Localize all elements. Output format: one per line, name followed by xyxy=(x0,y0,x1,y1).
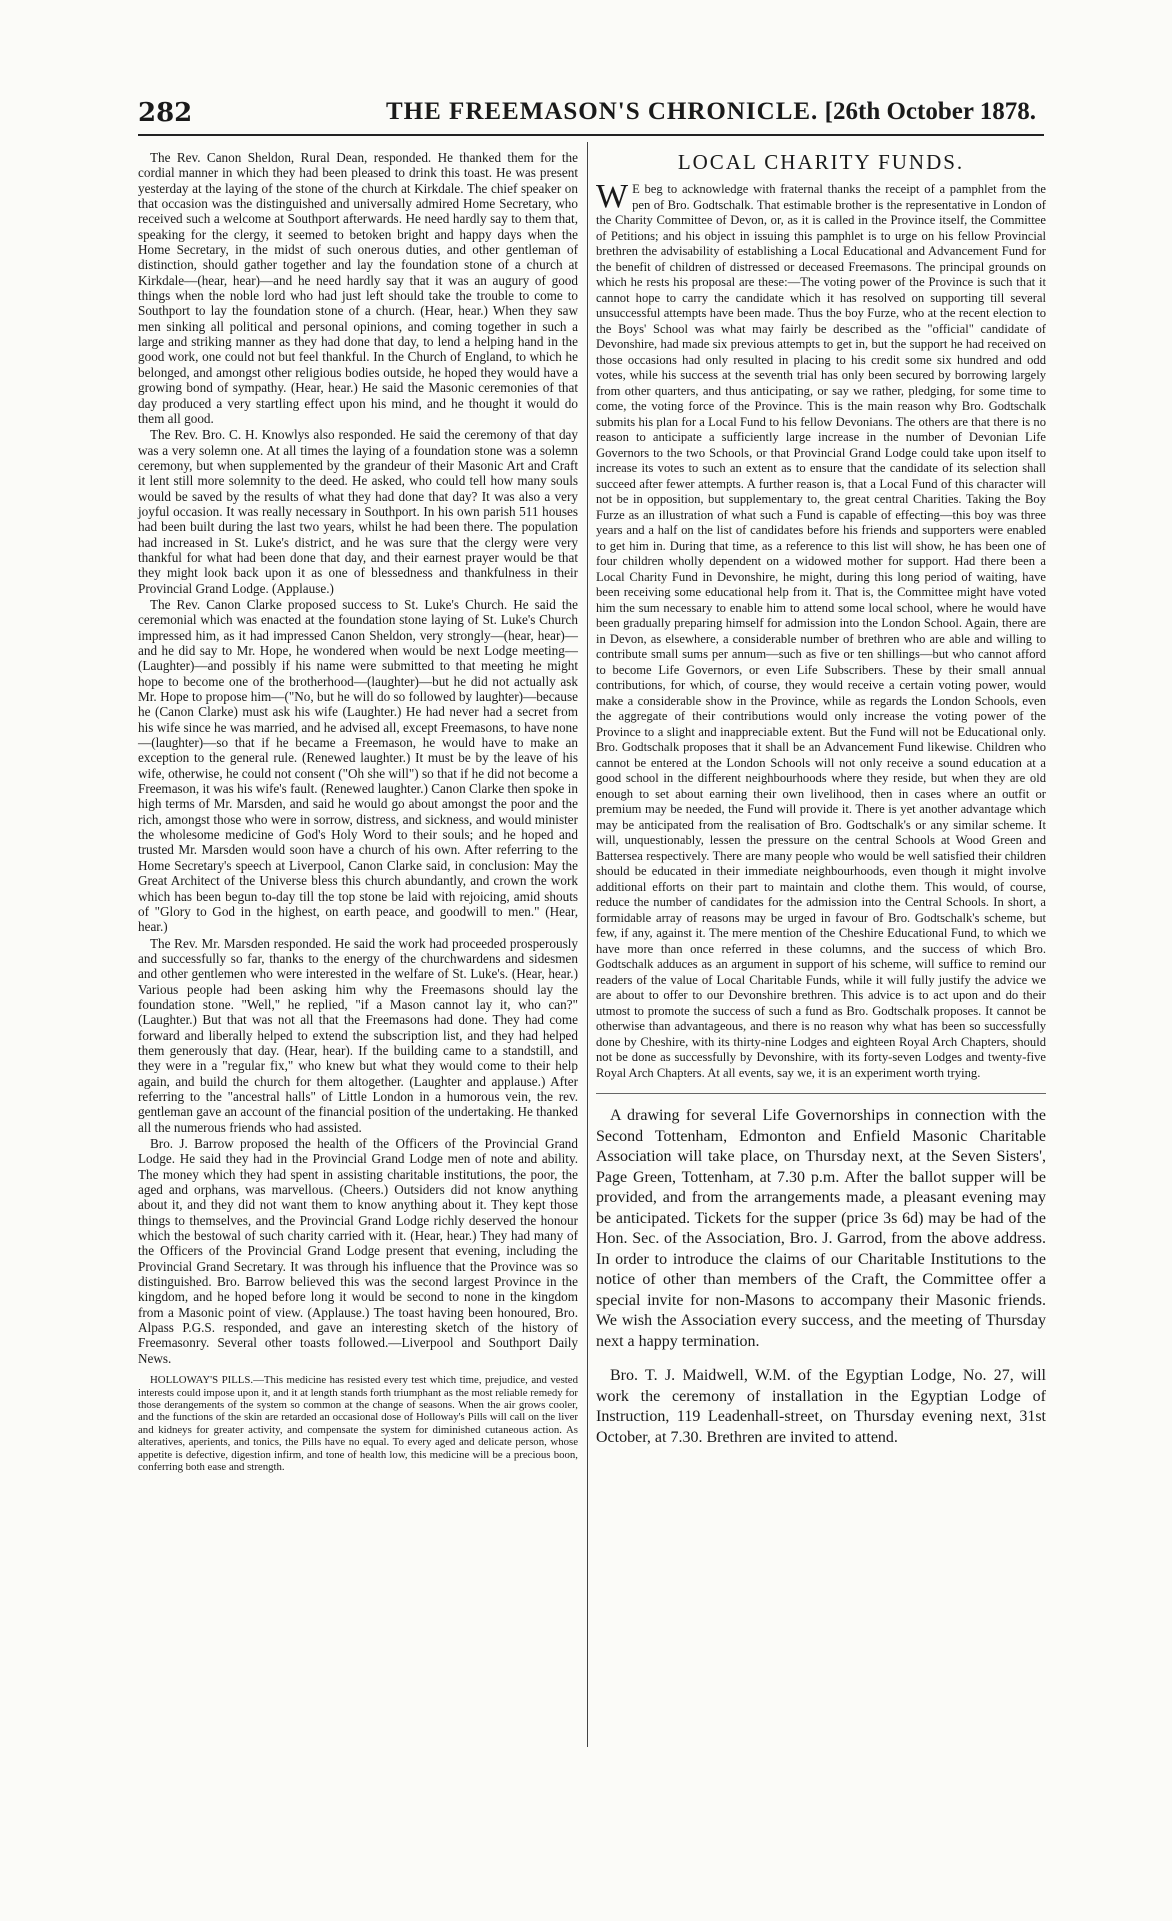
right-column xyxy=(596,150,1046,1462)
section-separator xyxy=(596,1093,1046,1094)
column-rule xyxy=(587,142,588,1747)
speech-canon-sheldon: The Rev. Canon Sheldon, Rural Dean, responded. He thanked them for the cordial manner in which they had been pleased to drink this toast. He was present yesterday at the laying of the stone of the church at Kirkdale. The chief speaker on that occasion was the distinguished and universally admired Home Secretary, who received such a welcome at Southport afterwards. He need hardly say to them that, speaking for the clergy, it seemed to betoken bright and happy days when the Home Secretary, in the midst of such onerous duties, and other gentleman of distinction, should gather together and lay the foundation stone of a church at Kirkdale—(hear, hear)—and he need hardly say that it was an augury of good things when the noble lord who had just left should take the trouble to come to Southport to lay the foundation stone of a church. (Hear, hear.) When they saw men sinking all political and personal opinions, and coming together in such a large and striking manner as they had done that day, to lend a helping hand in the good work, one could not but feel thankful. In the Church of England, to which he belonged, and amongst other religious bodies outside, he hoped they would have a growing bond of sympathy. (Hear, hear.) He said the Masonic ceremonies of that day produced a very startling effect upon his mind, and he thought it would do them all good. xyxy=(138,150,578,426)
page-number: 282 xyxy=(138,98,193,128)
left-column xyxy=(138,150,578,1484)
page-header xyxy=(138,94,1044,136)
speech-barrow: Bro. J. Barrow proposed the health of the Officers of the Provincial Grand Lodge. He said they had in the Provincial Grand Lodge men of note and ability. The money which they had spent in assisting charitable institutions, the poor, the aged and orphans, was marvellous. (Cheers.) Outsiders did not know anything about it, and they did not want them to know anything about it. They kept those things to themselves, and the Provincial Grand Lodge richly deserved the honour which the bestowal of such charity carried with it. (Hear, hear.) They had many of the Officers of the Provincial Grand Lodge present that evening, including the Provincial Grand Secretary. It was through his influence that the Province was so distinguished. Bro. Barrow believed this was the second largest Province in the kingdom, and he hoped before long it would be second to none in the kingdom from a Masonic point of view. (Applause.) The toast having been honoured, Bro. Alpass P.G.S. responded, and gave an interesting sketch of the history of Freemasonry. Several other toasts followed.—Liverpool and Southport Daily News. xyxy=(138,1136,578,1366)
speech-marsden: The Rev. Mr. Marsden responded. He said the work had proceeded prosperously and successfully so far, thanks to the energy of the churchwardens and sidesmen and other gentlemen who were interested in the welfare of St. Luke's. (Hear, hear.) Various people had been asking him why the Freemasons should lay the foundation stone. "Well," he replied, "if a Mason cannot lay it, who can?" (Laughter.) But that was not all that the Freemasons had done. They had come forward and liberally helped to extend the subscription list, and they had helped them generously that day. (Hear, hear). If the building came to a standstill, and they were in a "regular fix," who knew but what they would come to their help again, and build the church for them altogether. (Laughter and applause.) After referring to the "ancestral halls" of Little London in a humorous vein, the rev. gentleman gave an account of the financial position of the undertaking. He thanked all the numerous friends who had assisted. xyxy=(138,935,578,1135)
issue-date: [26th October 1878. xyxy=(824,98,1036,125)
speech-knowlys: The Rev. Bro. C. H. Knowlys also responded. He said the ceremony of that day was a very solemn one. At all times the laying of a foundation stone was a solemn ceremony, but when supplemented by the grandeur of their Masonic Art and Craft it lent still more solemnity to the deed. He asked, who could tell how many souls would be saved by the results of what they had done that day? It was also a very joyful occasion. It was really necessary in Southport. In his own parish 511 houses had been built during the last two years, whilst he had been there. The population had increased in St. Luke's district, and he was sure that the clergy were very thankful for what had been done that day, and their earnest prayer would be that they might look back upon it as one of blessedness and thankfulness in their Provincial Grand Lodge. (Applause.) xyxy=(138,427,578,596)
local-charity-article xyxy=(596,178,1046,1081)
article-heading: LOCAL CHARITY FUNDS. xyxy=(677,150,965,174)
tottenham-notice: A drawing for several Life Governorships in connection with the Second Tottenham, Edmonton and Enfield Masonic Charitable Association will take place, on Thursday next, at the Seven Sisters', Page Green, Tottenham, at 7.30 p.m. After the ballot supper will be provided, and from the arrangements made, a pleasant evening may be anticipated. Tickets for the supper (price 3s 6d) may be had of the Hon. Sec. of the Association, Bro. J. Garrod, from the above address. In order to introduce the claims of our Charitable Institutions to the notice of other than members of the Craft, the Committee offer a special invite for non-Masons to accompany their Masonic friends. We wish the Association every success, and the meeting of Thursday next a happy termination. xyxy=(596,1107,1046,1350)
egyptian-lodge-notice: Bro. T. J. Maidwell, W.M. of the Egyptian Lodge, No. 27, will work the ceremony of installation in the Egyptian Lodge of Instruction, 119 Leadenhall-street, on Thursday evening next, 31st October, at 7.30. Brethren are invited to attend. xyxy=(596,1367,1046,1446)
article-body: E beg to acknowledge with fraternal thanks the receipt of a pamphlet from the pen of Bro. Godtschalk. That estimable brother is the representative in London of the Charity Committee of Devon, or, as it is called in the Province itself, the Committee of Petitions; and his object in issuing this pamphlet is to urge on his fellow Provincial brethren the advisability of establishing a Local Educational and Advancement Fund for the benefit of children of distressed or deceased Freemasons. The principal grounds on which he rests his proposal are these:—The voting power of the Province is such that it cannot hope to carry the candidate which it has resolved on supporting till several unsuccessful attempts have been made. Thus the boy Furze, who at the recent election to the Boys' School was what may fairly be described as the "official" candidate of Devonshire, had made six previous attempts to get in, but the support he had received on those occasions had only resulted in placing to his credit some six hundred and odd votes, while his success at the seventh trial has only been secured by borrowing largely from other quarters, and thus anticipating, or say we rather, pledging, for some time to come, the voting force of the Province. This is the main reason why Bro. Godtschalk submits his plan for a Local Fund to his fellow Devonians. The others are that there is no reason to anticipate a sufficiently large increase in the number of Devonian Life Governors to the two Schools, or that Provincial Grand Lodge could take upon itself to increase its votes to such an extent as to ensure that the candidate of its selection shall succeed after fewer attempts. A further reason is, that a Local Fund of this character will not be in opposition, but supplementary to, the great central Charities. Taking the Boy Furze as an illustration of what such a Fund is capable of effecting—this boy was three years and a half on the list of candidates before his friends and supporters were enabled to get him in. During that time, as a reference to this list will show, he has been one of four children wholly dependent on a widowed mother for support. Had there been a Local Charity Fund in Devonshire, he might, during this long period of waiting, have been receiving some educational help from it. That is, the Committee might have voted him the sum necessary to enable him to attend some local school, where he would have been gradually preparing himself for admission into the London School. Again, there are in Devon, as elsewhere, a considerable number of brethren who are able and willing to contribute small sums per annum—such as five or ten shillings—but who cannot afford to become Life Governors, or even Life Subscribers. These by their small annual contributions, for which, of course, they would receive a certain voting power, would make a considerable show in the Province, while as regards the London Schools, even the aggregate of their contributions would only increase the voting power of the Province to a slight and inappreciable extent. But the Fund will not be Educational only. Bro. Godtschalk proposes that it shall be an Advancement Fund likewise. Children who cannot be entered at the London Schools will not only receive a sound education at a good school in the different neighbourhoods where they reside, but when they are old enough to set about earning their own livelihood, then in cases where an outfit or premium may be needed, the Fund will provide it. There is yet another advantage which may be anticipated from the realisation of Bro. Godtschalk's or any similar scheme. It will, unquestionably, lessen the pressure on the central Schools at Wood Green and Battersea respectively. There are many people who would be well satisfied their children should be educated in their immediate neighbourhoods, even though it might involve additional efforts on their part to maintain and clothe them. This would, of course, reduce the number of candidates for the admission into the Central Schools. In short, a formidable array of reasons may be urged in favour of Bro. Godtschalk's scheme, but few, if any, against it. The mere mention of the Cheshire Educational Fund, to which we have more than once referred in these columns, and the success of which Bro. Godtschalk adduces as an argument in support of his scheme, will suffice to remind our readers of the value of Local Charitable Funds, while it will fully justify the advice we are about to offer to our Devonshire brethren. This advice is to act upon and do their utmost to promote the success of such a fund as Bro. Godtschalk proposes. It cannot be otherwise than advantageous, and there is no reason why what has been so successfully done by Cheshire, with its thirty-nine Lodges and eighteen Royal Arch Chapters, should not be done as successfully by Devonshire, with its forty-seven Lodges and twenty-five Royal Arch Chapters. At all events, say we, it is an experiment worth trying. xyxy=(596,182,1046,1080)
holloway-pills-advert: HOLLOWAY'S PILLS.—This medicine has resisted every test which time, prejudice, and vested interests could impose upon it, and it at length stands forth triumphant as the most reliable remedy for those derangements of the system so common at the change of seasons. When the air grows cooler, and the functions of the skin are retarded an occasional dose of Holloway's Pills will call on the liver and kidneys for greater activity, and compensate the system for diminished cutaneous action. As alteratives, aperients, and tonics, the Pills have no equal. To every aged and delicate person, whose appetite is defective, digestion infirm, and tone of health low, this medicine will be a precious boon, conferring both ease and strength. xyxy=(138,1374,578,1473)
drop-cap: W xyxy=(596,178,629,215)
speech-canon-clarke: The Rev. Canon Clarke proposed success to St. Luke's Church. He said the ceremonial which was enacted at the foundation stone laying of St. Luke's Church impressed him, as it had impressed Canon Sheldon, very strongly—(hear, hear)—and he did say to Mr. Hope, he wondered when would be next Lodge meeting—(Laughter)—and possibly if his name were submitted to that meeting he might hope to become one of the brotherhood—(laughter)—but he did not actually ask Mr. Hope to propose him—("No, but he will do so followed by laughter)—because he (Canon Clarke) must ask his wife (Laughter.) He had never had a secret from his wife since he was married, and he advised all, except Freemasons, to have none—(laughter)—so that if he became a Freemason, he would have to make an exception to the general rule. (Renewed laughter.) It must be by the leave of his wife, otherwise, he could not consent ("Oh she will") so that if he did not become a Freemason, it was his wife's fault. (Renewed laughter.) Canon Clarke then spoke in high terms of Mr. Marsden, and said he would go about amongst the poor and the rich, amongst those who were in sorrow, distress, and sickness, and would minister the wholesome medicine of God's Holy Word to their souls; and he hoped and trusted Mr. Marsden would soon have a church of his own. After referring to the Home Secretary's speech at Liverpool, Canon Clarke said, in conclusion: May the Great Architect of the Universe bless this church abundantly, and crown the work which has been begun to-day till the top stone be laid with rejoicing, amid shouts of "Glory to God in the highest, on earth peace, and goodwill to men." (Hear, hear.) xyxy=(138,596,578,935)
publication-title: THE FREEMASON'S CHRONICLE. xyxy=(386,98,819,125)
